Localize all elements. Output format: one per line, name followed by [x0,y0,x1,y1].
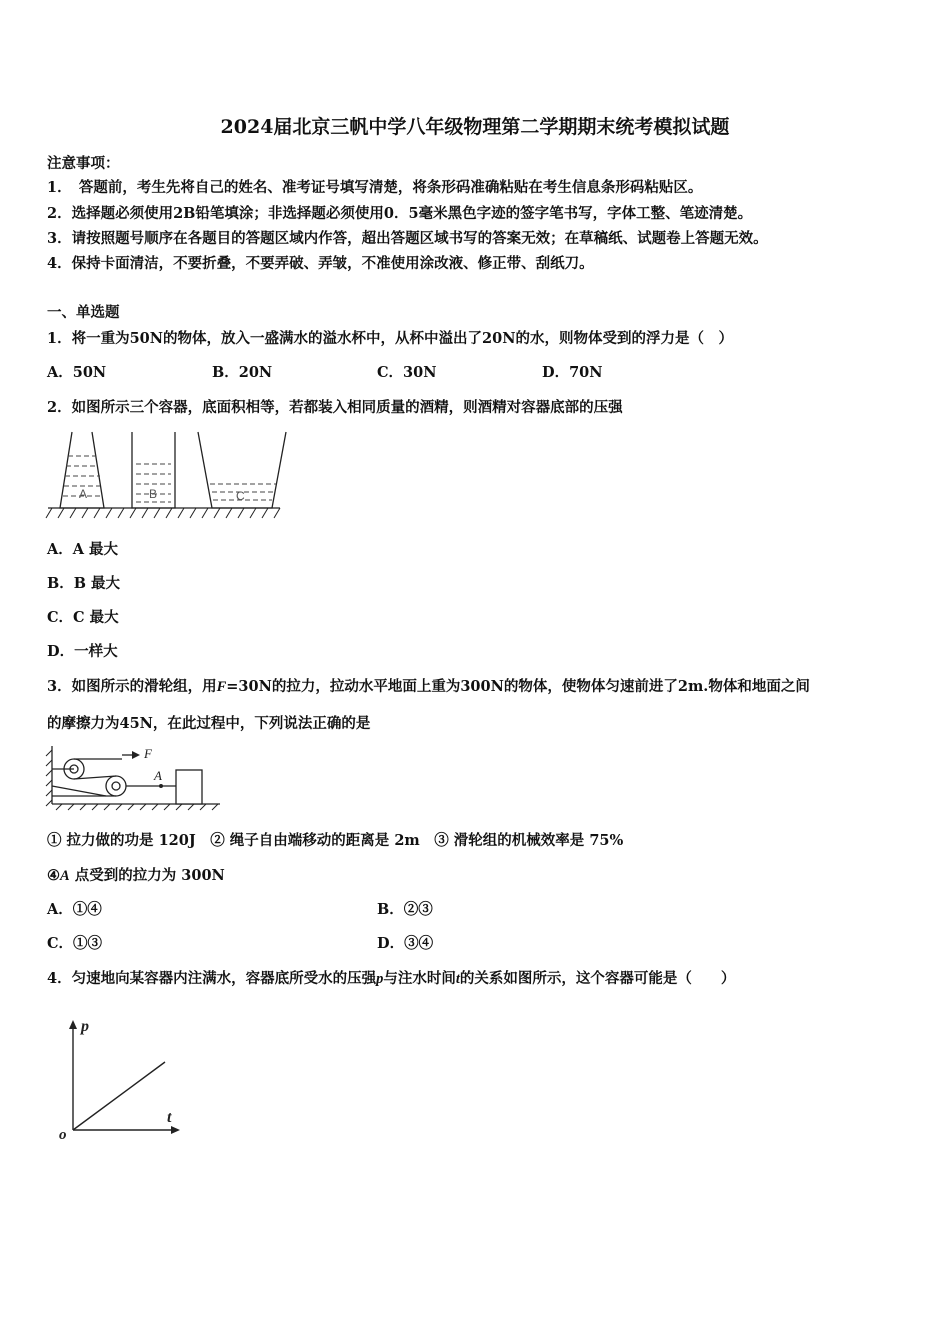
notice-item-1: 1． 答题前，考生先将自己的姓名、准考证号填写清楚，将条形码准确粘贴在考生信息条形码粘贴区。 [47,179,703,196]
q3-stem-force-symbol: F [216,679,227,695]
q3-option-d: D．③④ [377,935,434,952]
notice-item-3: 3．请按照题号顺序在各题目的答题区域内作答，超出答题区域书写的答案无效；在草稿纸、试题卷上答题无效。 [47,230,768,247]
q3-pulley-figure [40,740,230,810]
q2-option-b: B．B 最大 [47,575,121,592]
q2-containers-figure [40,428,295,523]
q3-option-a: A．①④ [47,901,102,918]
notice-item-2: 2．选择题必须使用2B铅笔填涂；非选择题必须使用0．5毫米黑色字迹的签字笔书写，字体工整、笔迹清楚。 [47,205,753,222]
q3-statement-4 [47,864,225,885]
q3-option-c: C．①③ [47,935,103,952]
y-axis-label: p [81,1018,89,1035]
q1-option-c: C．30N [377,364,437,381]
q4-pressure-time-graph [55,1015,185,1145]
q4-stem-part-c: 的关系如图所示，这个容器可能是（ ） [459,970,736,987]
section-heading: 一、单选题 [47,304,120,321]
notice-heading: 注意事项： [47,155,120,172]
x-axis-arrow [171,1126,180,1134]
q4-stem [47,967,735,988]
q3-stem-part-a: 3．如图所示的滑轮组，用 [47,678,217,695]
q2-option-d: D．一样大 [47,643,118,660]
q3-option-b: B．②③ [377,901,433,918]
origin-label: o [59,1127,67,1143]
q1-stem: 1．将一重为50N的物体，放入一盛满水的溢水杯中，从杯中溢出了20N的水，则物体受到的浮力是（ ） [47,330,733,347]
y-axis-arrow [69,1020,77,1029]
container-label-b: B [149,487,158,501]
q1-option-b: B．20N [212,364,273,381]
point-a-label: A [154,768,162,783]
q2-stem: 2．如图所示三个容器，底面积相等，若都装入相同质量的酒精，则酒精对容器底部的压强 [47,399,623,416]
container-label-c: C [236,489,245,503]
q4-stem-part-b: 与注水时间 [383,970,456,987]
q2-option-a: A．A 最大 [47,541,119,558]
q3-statement-4-number: ④ [47,867,60,884]
pressure-line [73,1062,165,1130]
container-label-a: A [79,487,88,501]
q3-stem-line2: 的摩擦力为45N，在此过程中，下列说法正确的是 [47,715,371,732]
x-axis-label: t [167,1109,172,1126]
q3-stem-part-b: =30N的拉力，拉动水平地面上重为300N的物体，使物体匀速前进了2m.物体和地面之间 [226,678,810,695]
q3-statement-4-point: A [60,868,70,884]
q3-statements-line1: ① 拉力做的功是 120J ② 绳子自由端移动的距离是 2m ③ 滑轮组的机械效率是 75% [47,832,624,849]
q4-stem-part-a: 4．匀速地向某容器内注满水，容器底所受水的压强 [47,970,377,987]
q4-stem-p-symbol: p [376,971,384,987]
q4-stem-t-symbol: t [455,971,460,987]
q2-option-c: C．C 最大 [47,609,119,626]
force-label: F [144,746,152,761]
q3-stem-line1 [47,675,810,696]
q1-option-d: D．70N [542,364,603,381]
q3-statement-4-text: 点受到的拉力为 300N [69,867,225,884]
q1-option-a: A．50N [47,364,107,381]
page-title: 2024届北京三帆中学八年级物理第二学期期末统考模拟试题 [220,116,730,138]
notice-item-4: 4．保持卡面清洁，不要折叠，不要弄破、弄皱，不准使用涂改液、修正带、刮纸刀。 [47,255,594,272]
